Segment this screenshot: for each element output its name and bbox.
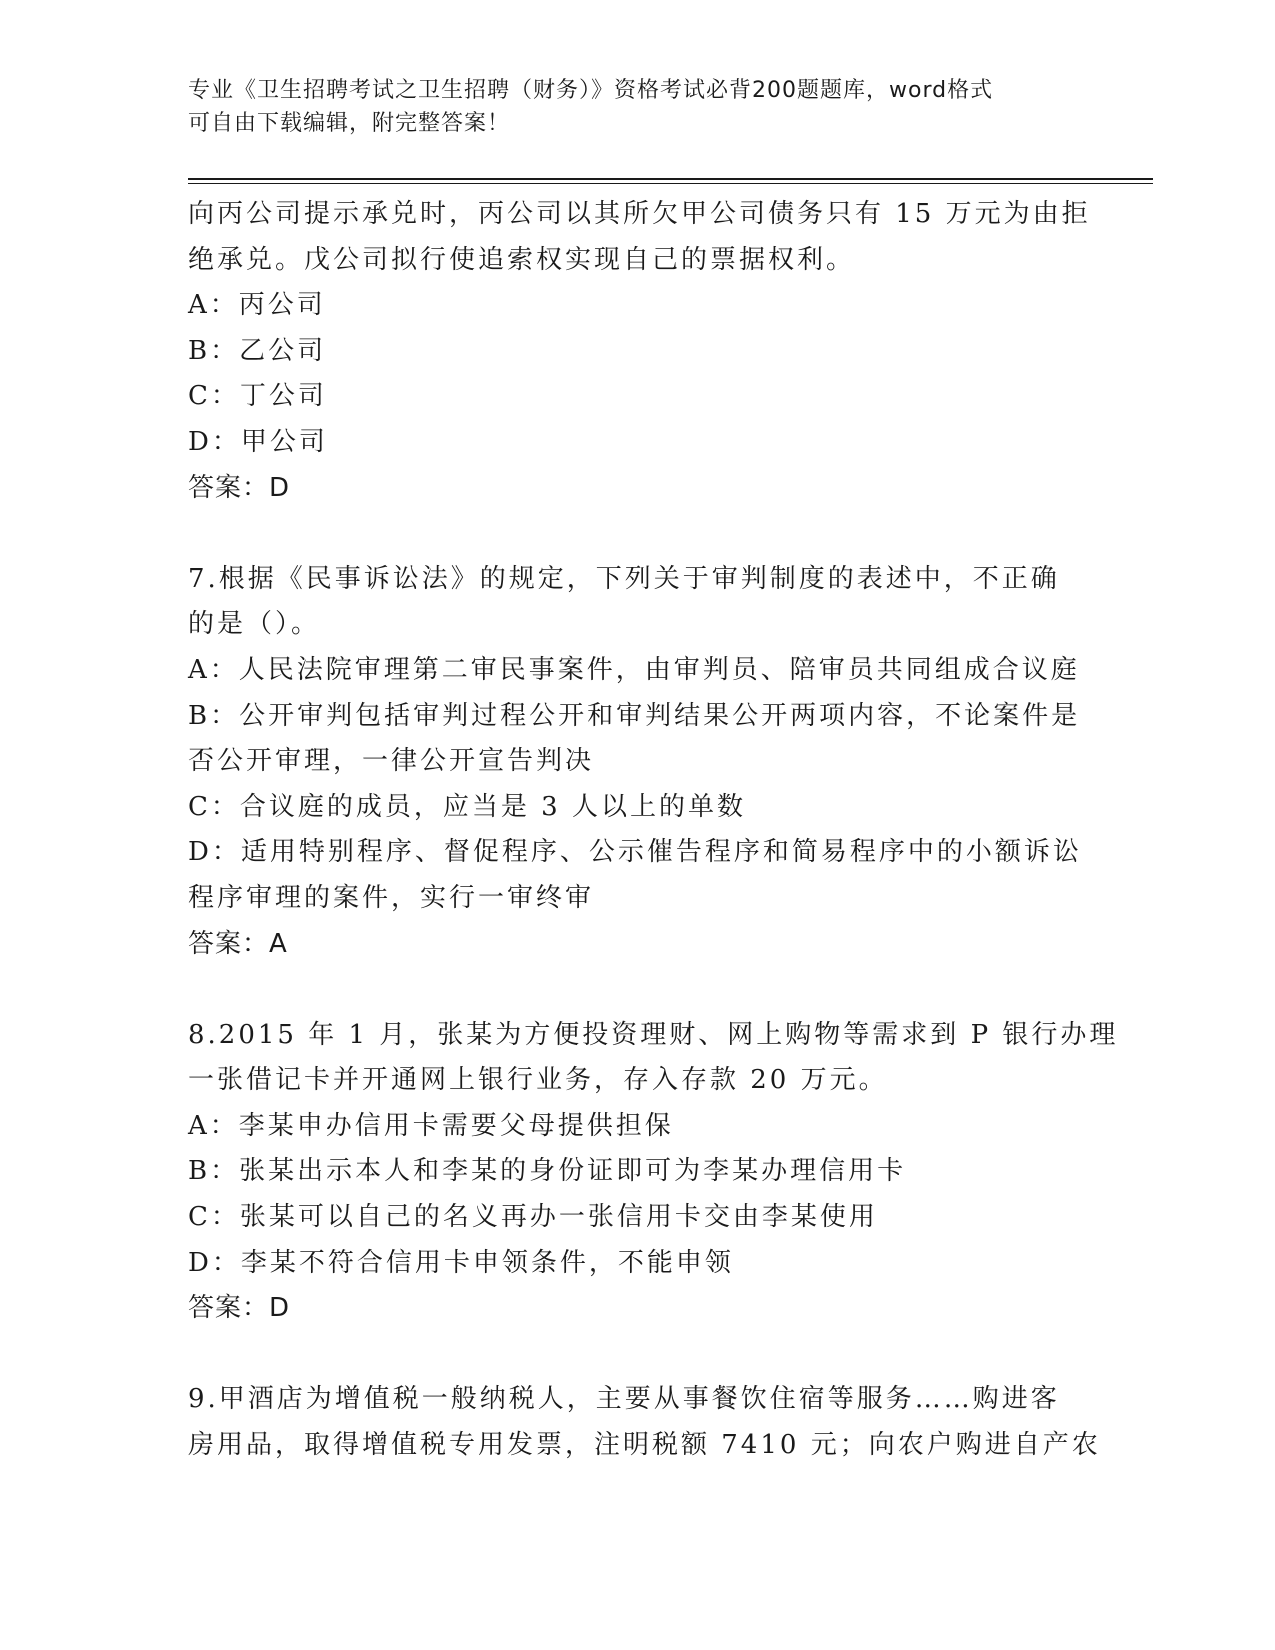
question-stem: 一张借记卡并开通网上银行业务，存入存款 20 万元。 bbox=[188, 1065, 888, 1096]
option-a: A：丙公司 bbox=[188, 290, 326, 321]
header-divider-thick bbox=[188, 178, 1153, 180]
header-line-2: 可自由下载编辑，附完整答案！ bbox=[188, 111, 511, 136]
option-d: D：甲公司 bbox=[188, 426, 328, 457]
question-6 bbox=[188, 192, 1091, 511]
answer-line: 答案：D bbox=[188, 1293, 291, 1324]
question-stem: 绝承兑。戊公司拟行使追索权实现自己的票据权利。 bbox=[188, 244, 856, 275]
option-b: B：乙公司 bbox=[188, 335, 327, 366]
option-c: C：合议庭的成员，应当是 3 人以上的单数 bbox=[188, 791, 746, 822]
question-9 bbox=[188, 1377, 1101, 1468]
option-d-continued: 程序审理的案件，实行一审终审 bbox=[188, 882, 595, 913]
header-divider-thin bbox=[188, 183, 1153, 184]
question-stem: 7.根据《民事诉讼法》的规定，下列关于审判制度的表述中，不正确 bbox=[188, 563, 1060, 594]
option-d: D：适用特别程序、督促程序、公示催告程序和简易程序中的小额诉讼 bbox=[188, 837, 1082, 868]
option-b: B：张某出示本人和李某的身份证即可为李某办理信用卡 bbox=[188, 1156, 907, 1187]
option-c: C：张某可以自己的名义再办一张信用卡交由李某使用 bbox=[188, 1202, 878, 1233]
document-header bbox=[188, 74, 1068, 140]
option-a: A：人民法院审理第二审民事案件，由审判员、陪审员共同组成合议庭 bbox=[188, 654, 1080, 685]
question-stem: 的是（）。 bbox=[188, 609, 321, 640]
question-7 bbox=[188, 557, 1082, 967]
option-b-continued: 否公开审理，一律公开宣告判决 bbox=[188, 746, 595, 777]
question-list bbox=[188, 192, 1119, 1469]
answer-line: 答案：D bbox=[188, 472, 291, 503]
answer-line: 答案：A bbox=[188, 928, 288, 959]
question-stem: 8.2015 年 1 月，张某为方便投资理财、网上购物等需求到 P 银行办理 bbox=[188, 1019, 1119, 1050]
question-8 bbox=[188, 1013, 1119, 1332]
option-c: C：丁公司 bbox=[188, 381, 327, 412]
option-a: A：李某申办信用卡需要父母提供担保 bbox=[188, 1110, 674, 1141]
question-stem: 向丙公司提示承兑时，丙公司以其所欠甲公司债务只有 15 万元为由拒 bbox=[188, 199, 1091, 229]
option-d: D：李某不符合信用卡申领条件，不能申领 bbox=[188, 1247, 734, 1278]
header-line-1: 专业《卫生招聘考试之卫生招聘（财务）》资格考试必背200题题库，word格式 bbox=[188, 78, 994, 103]
spacer bbox=[188, 967, 1078, 1013]
question-stem: 房用品，取得增值税专用发票，注明税额 7410 元；向农户购进自产农 bbox=[188, 1430, 1101, 1461]
spacer bbox=[188, 1332, 1078, 1378]
option-b: B：公开审判包括审判过程公开和审判结果公开两项内容，不论案件是 bbox=[188, 700, 1081, 731]
question-stem: 9.甲酒店为增值税一般纳税人，主要从事餐饮住宿等服务……购进客 bbox=[188, 1384, 1060, 1415]
spacer bbox=[188, 511, 1078, 557]
